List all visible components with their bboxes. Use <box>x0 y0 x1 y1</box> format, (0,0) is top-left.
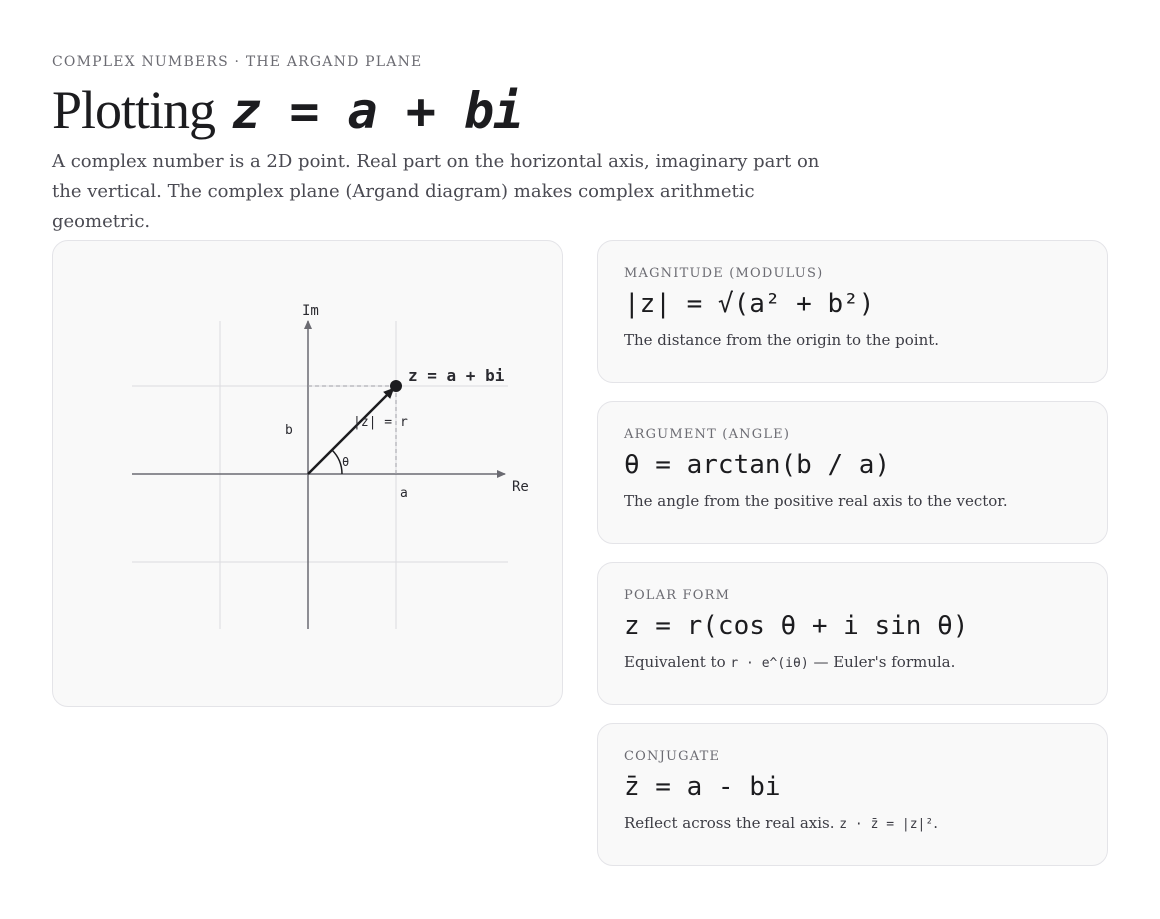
modulus-label: |z| = r <box>353 415 408 430</box>
desc-text: Reflect across the real axis. <box>624 814 840 832</box>
modulus-vector <box>308 389 393 474</box>
angle-arc <box>332 450 342 474</box>
imaginary-part-label: b <box>285 423 293 438</box>
argand-diagram-card <box>52 240 563 707</box>
conjugate-card <box>597 723 1108 866</box>
card-label: MAGNITUDE (MODULUS) <box>624 266 824 281</box>
argument-formula: θ = arctan(b / a) <box>624 450 891 480</box>
axis-label-im: Im <box>302 303 319 319</box>
euler-code: r · e^(iθ) <box>730 656 809 671</box>
desc-text: . <box>933 814 938 832</box>
card-label: ARGUMENT (ANGLE) <box>624 427 791 442</box>
polar-form-card <box>597 562 1108 705</box>
argand-diagram <box>53 241 564 708</box>
magnitude-formula: |z| = √(a² + b²) <box>624 289 875 319</box>
real-part-label: a <box>400 486 408 501</box>
conjugate-formula: z̄ = a - bi <box>624 772 781 802</box>
complex-point <box>390 380 402 392</box>
title-formula: z = a + bi <box>231 82 523 140</box>
conjugate-code: z · z̄ = |z|² <box>839 817 934 832</box>
argument-card <box>597 401 1108 544</box>
card-label: CONJUGATE <box>624 749 721 764</box>
title-word: Plotting <box>52 80 216 140</box>
eyebrow: COMPLEX NUMBERS · THE ARGAND PLANE <box>52 54 423 70</box>
point-label: z = a + bi <box>408 366 505 385</box>
magnitude-card <box>597 240 1108 383</box>
card-description: The distance from the origin to the point. <box>624 331 940 349</box>
angle-label: θ <box>342 455 350 469</box>
intro-paragraph: A complex number is a 2D point. Real part on the horizontal axis, imaginary part on the vertical. The complex plane (Argand diagram) makes complex arithmetic geometric. <box>52 151 820 232</box>
polar-formula: z = r(cos θ + i sin θ) <box>624 611 969 641</box>
axis-label-re: Re <box>512 479 529 495</box>
desc-text: — Euler's formula. <box>808 653 956 671</box>
page-title <box>52 78 522 143</box>
card-description: The angle from the positive real axis to the vector. <box>624 492 1008 510</box>
desc-text: Equivalent to <box>624 653 731 671</box>
card-label: POLAR FORM <box>624 588 731 603</box>
card-description <box>624 653 1081 671</box>
card-description <box>624 814 1081 832</box>
